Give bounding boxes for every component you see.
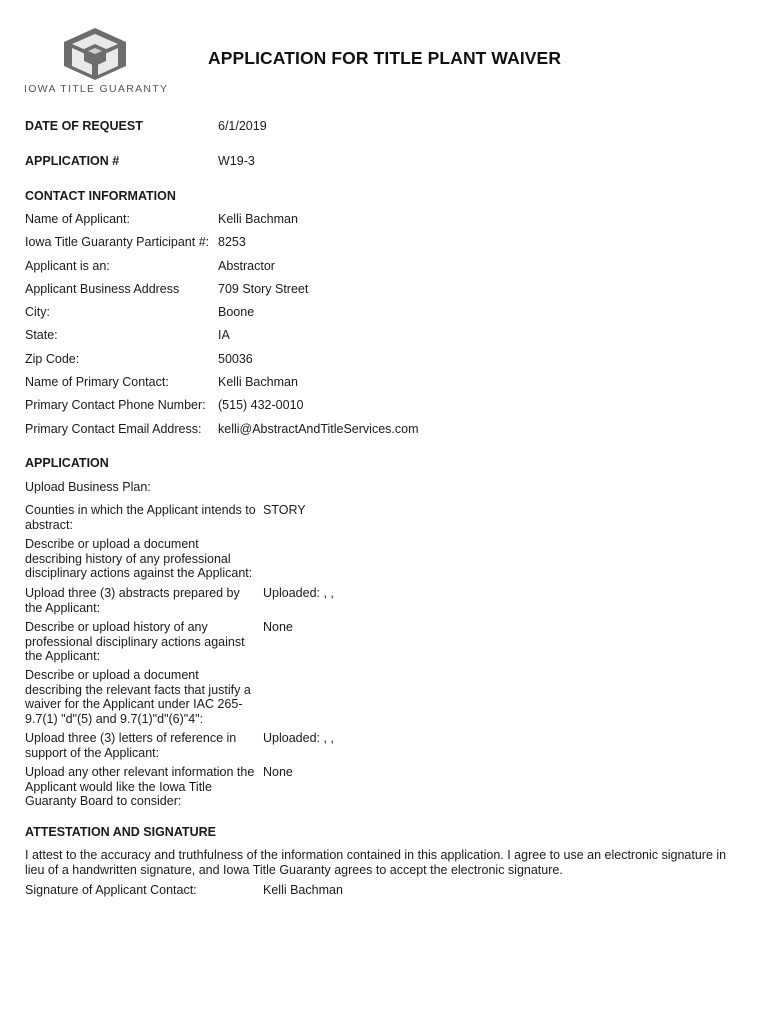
application-item-label: Upload Business Plan: [25,480,151,494]
contact-value: kelli@AbstractAndTitleServices.com [218,422,419,436]
contact-value: Boone [218,305,255,319]
application-item-value: None [263,620,293,634]
contact-label: Applicant Business Address [25,282,180,296]
contact-value: 709 Story Street [218,282,309,296]
contact-row [25,328,58,342]
contact-value: 50036 [218,352,253,366]
application-item-value: Uploaded: , , [263,731,334,745]
contact-label: Primary Contact Phone Number: [25,398,206,412]
page-title: APPLICATION FOR TITLE PLANT WAIVER [208,48,562,68]
application-heading: APPLICATION [25,456,109,470]
contact-row [25,259,110,273]
iowa-title-guaranty-logo [24,26,169,98]
contact-value: IA [218,328,230,342]
contact-row [25,352,79,366]
date-of-request-label: DATE OF REQUEST [25,119,143,133]
contact-row [25,375,169,389]
contact-row [25,235,209,249]
application-number-label: APPLICATION # [25,154,120,168]
contact-value: (515) 432-0010 [218,398,304,412]
contact-row [25,212,130,226]
contact-row [25,422,201,436]
contact-label: City: [25,305,50,319]
contact-label: Name of Applicant: [25,212,130,226]
contact-label: Applicant is an: [25,259,110,273]
application-item-label: Upload any other relevant information the Applicant would like the Iowa Title Guaranty Board to consider: [25,765,255,808]
contact-value: Kelli Bachman [218,375,298,389]
attestation-heading: ATTESTATION AND SIGNATURE [25,825,216,839]
application-item-label: Describe or upload a document describing the relevant facts that justify a waiver for the Applicant under IAC 265-9.7(1) "d"(5) and 9.7(1)"d"(6)"4": [25,668,251,726]
application-number-row [25,154,119,168]
contact-label: Zip Code: [25,352,80,366]
cubes-logo-icon [60,26,130,80]
application-item-value: STORY [263,503,306,517]
contact-label: Name of Primary Contact: [25,375,169,389]
contact-value: Abstractor [218,259,275,273]
application-item-label: Upload three (3) abstracts prepared by the Applicant: [25,586,240,615]
contact-row [25,305,50,319]
contact-information-heading: CONTACT INFORMATION [25,189,176,203]
contact-label: State: [25,328,58,342]
signature-row [25,883,197,897]
attestation-text: I attest to the accuracy and truthfulness of the information contained in this application. I agree to use an electronic signature in lieu of a handwritten signature, and Iowa Title Guaranty agrees to accept the electronic signature. [25,848,727,877]
contact-value: Kelli Bachman [218,212,298,226]
signature-value: Kelli Bachman [263,883,343,897]
application-number-value: W19-3 [218,154,255,168]
signature-label: Signature of Applicant Contact: [25,883,197,897]
application-item-label: Describe or upload history of any professional disciplinary actions against the Applicant: [25,620,245,663]
application-item-label: Upload three (3) letters of reference in support of the Applicant: [25,731,237,760]
contact-row [25,398,206,412]
logo-text: IOWA TITLE GUARANTY [24,83,169,95]
date-of-request-value: 6/1/2019 [218,119,267,133]
application-item-value: Uploaded: , , [263,586,334,600]
date-of-request-row [25,119,143,133]
contact-value: 8253 [218,235,246,249]
application-item-value: None [263,765,293,779]
contact-label: Primary Contact Email Address: [25,422,202,436]
application-item-label: Describe or upload a document describing history of any professional disciplinary actions against the Applicant: [25,537,253,580]
contact-label: Iowa Title Guaranty Participant #: [25,235,210,249]
contact-row [25,282,179,296]
application-item-label: Counties in which the Applicant intends to abstract: [25,503,256,532]
